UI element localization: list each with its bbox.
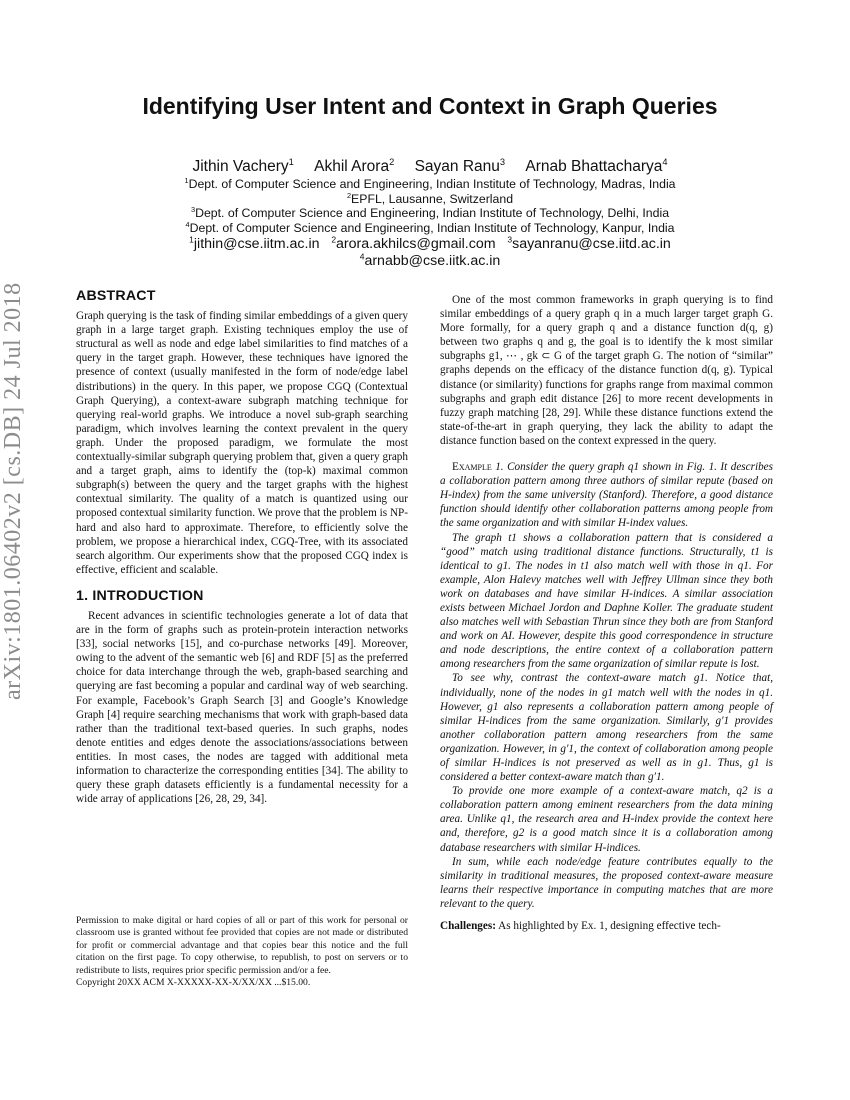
author: Jithin Vachery$^1$: [192, 156, 294, 175]
arxiv-stamp: arXiv:1801.06402v2 [cs.DB] 24 Jul 2018: [0, 282, 26, 700]
abstract-text: Graph querying is the task of finding similar embeddings of a given query graph in a large target graph. Existing techniques employ the use of structural as well as node and edge label similarities to find matches of a query in the target graph. However, these techniques have ignored the presence of context (usually manifested in the form of node/edge label distributions) in the query. In this paper, we propose CGQ (Contextual Graph Querying), a context-aware subgraph matching technique for querying real-world graphs. We introduce a novel sub-graph searching paradigm, which involves learning the context prevalent in the query graph. Under the proposed paradigm, we formulate the most contextually-similar subgraph querying problem that, given a query graph and a target graph, aims to identify the (top-k) maximal common subgraph(s) between the query and the target graphs with the highest contextual similarity. The quality of a match is quantized using our proposed contextual similarity function. We prove that the problem is NP-hard and also hard to approximate. Therefore, to efficiently solve the problem, we propose a hierarchical index, CGQ-Tree, with its associated search algorithm. Our experiments show that the proposed CGQ index is effective, efficient and scalable.: [76, 310, 408, 576]
affiliation: $^3$Dept. of Computer Science and Engineering, Indian Institute of Technology, Delhi, India: [190, 205, 670, 221]
affiliation: $^2$EPFL, Lausanne, Switzerland: [346, 190, 514, 206]
copyright-text: Copyright 20XX ACM X-XXXXX-XX-X/XX/XX ...$15.00.: [76, 977, 311, 989]
paragraph: To see why, contrast the context-aware match g1. Notice that, individually, none of the nodes in g1 match well with the nodes in q1. However, g1 also represents a collaboration pattern among people of similar H-indices from the same organization. Similarly, g′1 provides another collaboration pattern among researchers from the same organization. However, in g′1, the context of collaboration among people of similar H-indices is not preserved as well as in g1. Thus, g1 is considered a better context-aware match than g′1.: [440, 672, 773, 784]
email: $^3$sayanranu@cse.iitd.ac.in: [507, 234, 671, 252]
affiliation: $^1$Dept. of Computer Science and Engineering, Indian Institute of Technology, Madras, India: [184, 175, 676, 191]
challenges-paragraph: Challenges: As highlighted by Ex. 1, designing effective tech-: [440, 920, 721, 933]
affiliation: $^4$Dept. of Computer Science and Engineering, Indian Institute of Technology, Kanpur, India: [185, 219, 675, 235]
email-list: [70, 236, 790, 270]
author: Akhil Arora$^2$: [314, 156, 395, 175]
email: $^1$jithin@cse.iitm.ac.in: [189, 234, 320, 252]
paragraph: One of the most common frameworks in graph querying is to find similar embeddings of a query graph q in a much larger target graph G. More formally, for a query graph q and a distance function d(q, g) between two graphs q and g, the goal is to identify the k most similar subgraphs g1, ⋯ , gk ⊂ G of the target graph G. The notion of “similar” graphs depends on the efficacy of the distance function d(q, g). Typical distance (or similarity) functions for graphs range from maximal common subgraphs and graph edit distance [26] to more recent developments in fuzzy graph matching [28, 29]. While these distance functions extend the state-of-the-art in graph querying, they lack the ability to adapt the distance function based on the context expressed in the query.: [440, 294, 773, 447]
author: Arnab Bhattacharya$^4$: [525, 156, 668, 175]
right-column: [440, 293, 773, 933]
abstract-heading: ABSTRACT: [76, 288, 156, 304]
author-list: [70, 158, 790, 176]
introduction-text: Recent advances in scientific technologies generate a lot of data that are in the form of graphs such as protein-protein interaction networks [33], social networks [15], and co-purchase networks [49]. Moreover, owing to the advent of the semantic web [6] and RDF [5] as the preferred choice for data interchange through the web, graph-based searching and querying are fast becoming a popular and cardinal way of web searching. For example, Facebook’s Graph Search [3] and Google’s Knowledge Graph [4] require searching mechanisms that work with graph-based data rather than the traditional text-based queries. In such graphs, nodes denote entities and edges denote the associations/associations between entities. In most cases, the nodes are tagged with additional meta information to characterize the corresponding entities [34]. The ability to query these graph datasets efficiently is a fundamental necessity for a wide array of applications [26, 28, 29, 34].: [76, 609, 408, 806]
left-column: [76, 289, 408, 806]
introduction-heading: 1. INTRODUCTION: [76, 587, 204, 604]
paragraph: To provide one more example of a context-aware match, q2 is a collaboration pattern among eminent researchers from the data mining area. Unlike q1, the research area and H-index provide the context here and, therefore, g2 is a good match since it is a collaboration among database researchers with similar H-indices.: [440, 785, 773, 854]
email: $^2$arora.akhilcs@gmail.com: [331, 234, 496, 252]
affiliation-list: [70, 177, 790, 235]
example-label: Example: [452, 461, 492, 474]
paragraph: In sum, while each node/edge feature contributes equally to the similarity in traditional measures, the proposed context-aware measure learns their respective importance in computing matches that are more relevant to the query.: [440, 855, 773, 910]
paper-title: Identifying User Intent and Context in Graph Queries: [142, 93, 718, 119]
example-paragraph: Example 1. Consider the query graph q1 shown in Fig. 1. It describes a collaboration pattern among three authors of similar repute (based on H-index) from the same university (Stanford). Therefore, a good distance function should identify other collaboration patterns among people from the same organization and with similar H-index values.: [440, 461, 773, 530]
email: $^4$arnabb@cse.iitk.ac.in: [359, 251, 501, 269]
permission-text: Permission to make digital or hard copies of all or part of this work for personal or classroom use is granted without fee provided that copies are not made or distributed for profit or commercial advantage and that copies bear this notice and the full citation on the first page. To copy otherwise, to republish, to post on servers or to redistribute to lists, requires prior specific permission and/or a fee.: [76, 915, 408, 976]
paragraph: The graph t1 shows a collaboration pattern that is considered a “good” match using traditional distance functions. Structurally, t1 is identical to g1. The nodes in t1 also match well with those in q1. For example, Alon Halevy matches well with Jeffrey Ullman since they both work on databases and have similar H-indices. A similar association exists between Michael Jordon and Daphne Koller. The graduate student also matches well with Sebastian Thrun since they both are from Stanford and work on AI. However, despite this good correspondence in structure and node descriptions, the entire context of a collaboration pattern among researchers from the same organization of similar repute is lost.: [440, 531, 773, 671]
challenges-label: Challenges:: [440, 920, 496, 933]
author: Sayan Ranu$^3$: [414, 156, 506, 175]
permission-notice: [76, 915, 408, 989]
